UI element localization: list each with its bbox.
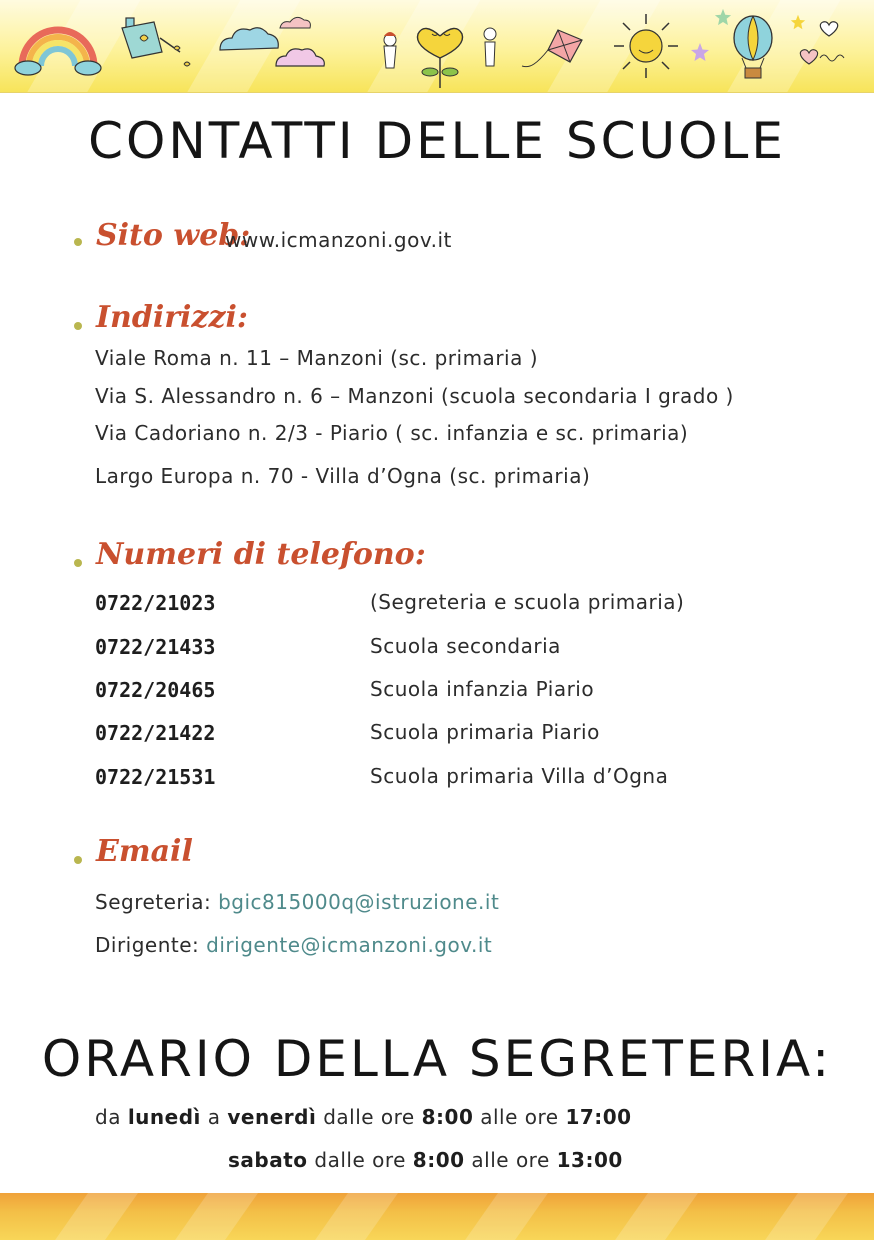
email-heading: Email — [96, 834, 193, 869]
phones-heading: Numeri di telefono: — [96, 537, 426, 572]
hours-time: 8:00 — [412, 1148, 465, 1172]
email-segreteria-label: Segreteria: — [95, 890, 212, 914]
address-line: Via Cadoriano n. 2/3 - Piario ( sc. infanzia e sc. primaria) — [95, 421, 689, 445]
addresses-heading: Indirizzi: — [96, 300, 248, 335]
heart-icon — [798, 46, 850, 68]
bullet-marker — [74, 238, 82, 246]
hours-text: alle ore — [471, 1148, 550, 1172]
hours-text: da — [95, 1105, 121, 1129]
address-line: Largo Europa n. 70 - Villa d’Ogna (sc. primaria) — [95, 464, 591, 488]
phone-number[interactable]: 0722/20465 — [95, 678, 216, 702]
sun-icon — [610, 10, 682, 82]
bullet-marker — [74, 322, 82, 330]
hours-day: venerdì — [227, 1105, 317, 1129]
hours-weekday — [95, 1105, 632, 1129]
phone-number[interactable]: 0722/21433 — [95, 635, 216, 659]
hours-time: 8:00 — [421, 1105, 474, 1129]
hours-text: dalle ore — [323, 1105, 415, 1129]
kite-icon — [518, 26, 588, 82]
email-dirigente-link[interactable]: dirigente@icmanzoni.gov.it — [206, 933, 493, 957]
email-dirigente-label: Dirigente: — [95, 933, 200, 957]
hours-text: dalle ore — [314, 1148, 406, 1172]
phone-label: (Segreteria e scuola primaria) — [370, 590, 685, 614]
hours-time: 17:00 — [565, 1105, 632, 1129]
hot-air-balloon-icon — [728, 14, 778, 80]
phone-label: Scuola infanzia Piario — [370, 677, 595, 701]
bullet-marker — [74, 559, 82, 567]
heart-icon — [818, 20, 840, 38]
phone-number[interactable]: 0722/21023 — [95, 591, 216, 615]
rainbow-icon — [14, 16, 102, 76]
hours-text: alle ore — [480, 1105, 559, 1129]
star-icon — [790, 14, 806, 30]
hours-text: a — [207, 1105, 221, 1129]
phone-label: Scuola secondaria — [370, 634, 561, 658]
address-line: Via S. Alessandro n. 6 – Manzoni (scuola secondaria I grado ) — [95, 384, 734, 408]
footer-banner — [0, 1193, 874, 1240]
cloud-icon — [210, 14, 340, 78]
website-heading: Sito web: — [96, 218, 251, 253]
bullet-marker — [74, 856, 82, 864]
address-line: Viale Roma n. 11 – Manzoni (sc. primaria ) — [95, 346, 539, 370]
phone-number[interactable]: 0722/21531 — [95, 765, 216, 789]
star-icon — [690, 42, 710, 62]
page-title: CONTATTI DELLE SCUOLE — [88, 112, 786, 170]
hours-time: 13:00 — [556, 1148, 623, 1172]
phone-label: Scuola primaria Villa d’Ogna — [370, 764, 669, 788]
hours-title: ORARIO DELLA SEGRETERIA: — [41, 1030, 833, 1088]
hours-saturday — [228, 1148, 623, 1172]
header-banner — [0, 0, 874, 93]
children-heart-flower-icon — [370, 6, 510, 90]
hours-day: sabato — [228, 1148, 308, 1172]
email-segreteria-row — [95, 890, 499, 914]
phone-number[interactable]: 0722/21422 — [95, 721, 216, 745]
phone-label: Scuola primaria Piario — [370, 720, 600, 744]
email-segreteria-link[interactable]: bgic815000q@istruzione.it — [218, 890, 500, 914]
email-dirigente-row — [95, 933, 492, 957]
website-url[interactable]: www.icmanzoni.gov.it — [225, 228, 452, 252]
watering-can-icon — [118, 8, 198, 80]
hours-day: lunedì — [127, 1105, 201, 1129]
